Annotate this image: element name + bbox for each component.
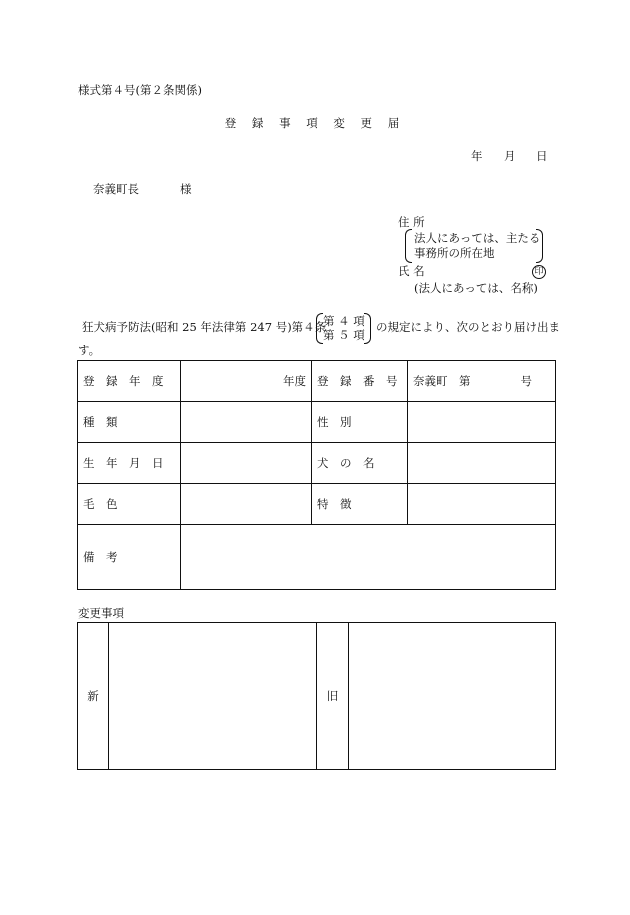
birth-date-label: 生 年 月 日 [78,443,181,484]
old-label: 旧 [317,623,349,770]
table-row [78,484,556,525]
reg-year-field[interactable]: 年度 [181,361,312,402]
name-label: 氏 名 [398,264,425,278]
table-row [78,361,556,402]
clause-option-5: 第 ５ 項 [323,328,365,342]
reg-number-prefix: 奈義町 第 [413,374,471,388]
date-day-label: 日 [536,149,548,163]
address-note-line-2: 事務所の所在地 [414,246,495,260]
registration-table [77,360,556,590]
statement-law-reference: 狂犬病予防法(昭和 25 年法律第 247 号)第４条 [82,320,327,334]
statement-tail: の規定により、次のとおり届け出ま [376,320,560,334]
seal-mark: 印 [532,265,546,279]
new-label: 新 [78,623,109,770]
remarks-field[interactable] [181,525,556,590]
form-number: 様式第４号(第２条関係) [78,83,202,97]
dog-name-label: 犬 の 名 [312,443,408,484]
addressee-name: 奈義町長 [93,182,139,196]
table-row [78,525,556,590]
features-field[interactable] [408,484,556,525]
table-row [78,443,556,484]
address-note-paren-left [405,229,412,263]
dog-name-field[interactable] [408,443,556,484]
date-year-label: 年 [471,149,483,163]
table-row [78,402,556,443]
clause-paren-left [316,313,323,344]
reg-number-label: 登 録 番 号 [312,361,408,402]
remarks-label: 備 考 [78,525,181,590]
reg-number-suffix: 号 [520,374,532,388]
statement-continuation: す。 [78,343,101,357]
old-value-field[interactable] [349,623,556,770]
date-month-label: 月 [504,149,516,163]
table-row [78,623,556,770]
address-label: 住 所 [398,215,425,229]
changes-table [77,622,556,770]
type-field[interactable] [181,402,312,443]
sex-label: 性 別 [312,402,408,443]
page-title: 登 録 事 項 変 更 届 [224,116,406,130]
type-label: 種 類 [78,402,181,443]
coat-color-field[interactable] [181,484,312,525]
sex-field[interactable] [408,402,556,443]
features-label: 特 徴 [312,484,408,525]
birth-date-field[interactable] [181,443,312,484]
addressee-honorific: 様 [180,182,192,196]
reg-number-field[interactable] [408,361,556,402]
clause-option-4: 第 ４ 項 [323,314,365,328]
name-note: (法人にあっては、名称) [414,281,538,295]
address-note-line-1: 法人にあっては、主たる [414,231,541,245]
coat-color-label: 毛 色 [78,484,181,525]
reg-year-label: 登 録 年 度 [78,361,181,402]
clause-paren-right [364,313,371,344]
new-value-field[interactable] [109,623,317,770]
changes-heading: 変更事項 [78,606,124,620]
